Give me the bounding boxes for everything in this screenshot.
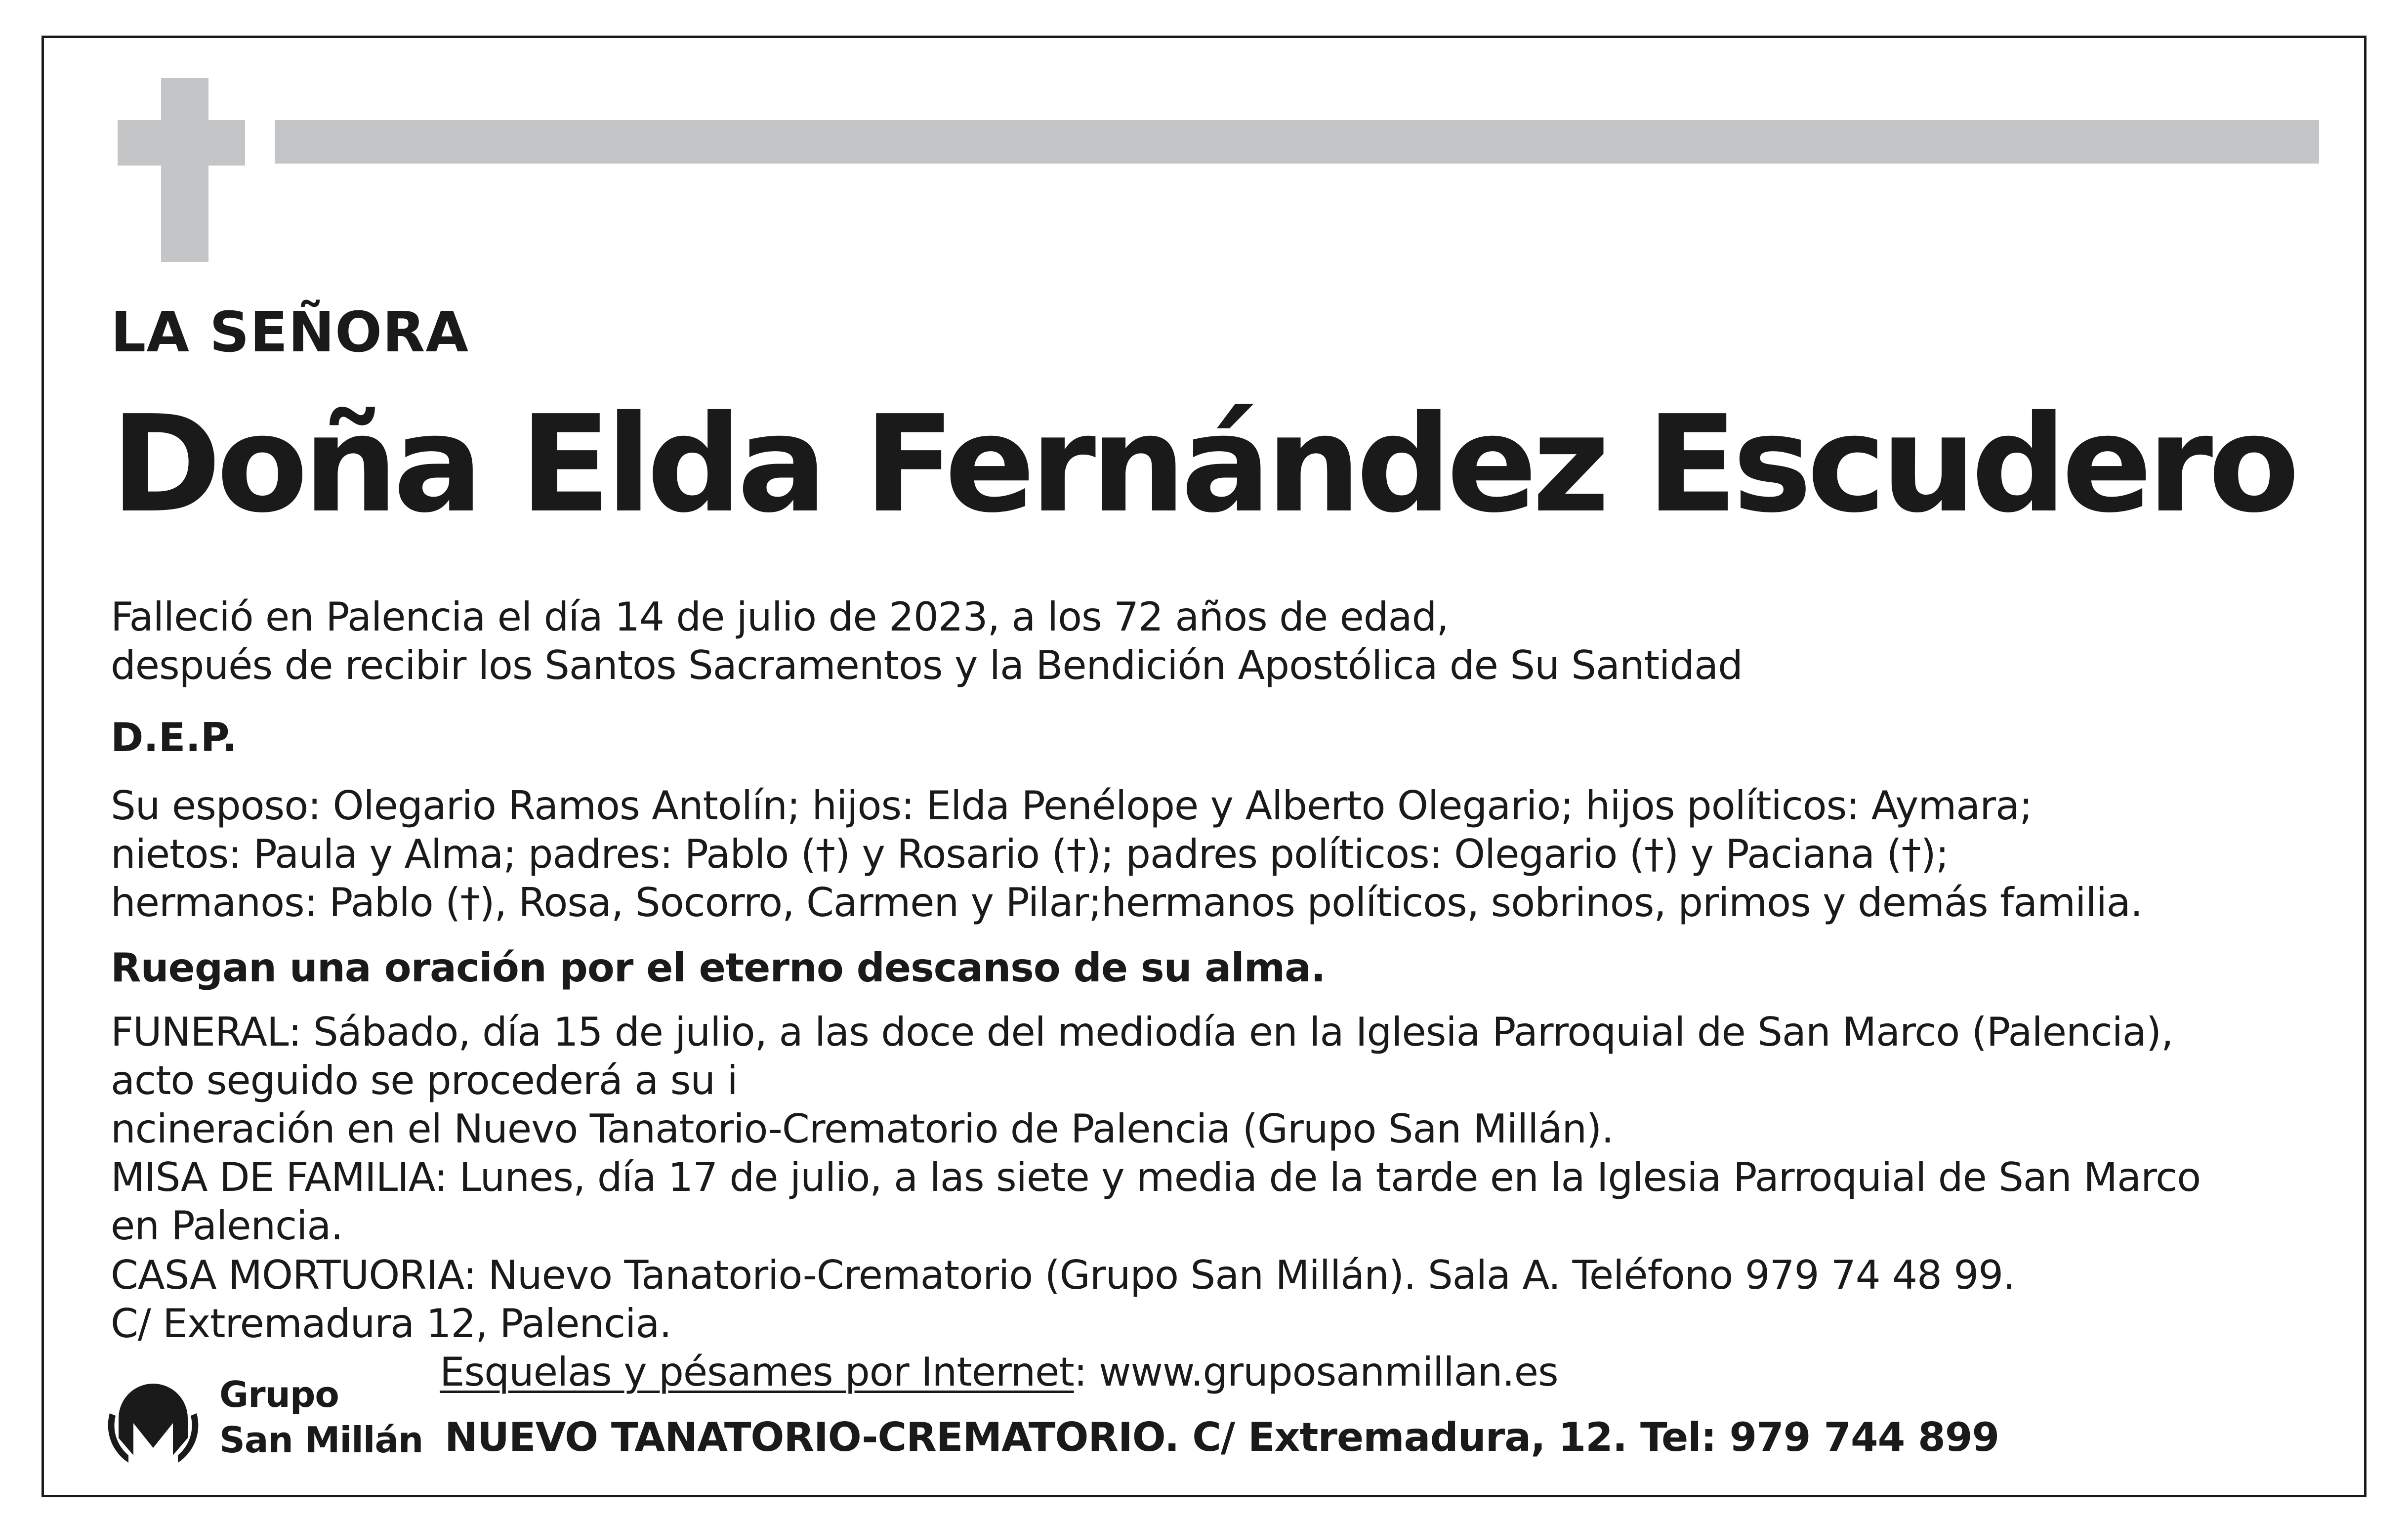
family-mass-line-2: en Palencia. [111,1203,343,1249]
cross-icon-vertical [161,78,208,262]
logo-text [219,1372,423,1463]
death-notice-line-1: Falleció en Palencia el día 14 de julio de 2023, a los 72 años de edad, [111,594,1449,640]
cross-icon-horizontal [118,120,245,166]
funeral-line-2: acto seguido se procederá a su i [111,1057,738,1103]
internet-condolences [440,1348,1558,1396]
family-line-1: Su esposo: Olegario Ramos Antolín; hijos: Elda Penélope y Alberto Olegario; hijos políticos: Aymara; [111,783,2033,829]
footer-address: NUEVO TANATORIO-CREMATORIO. C/ Extremadura, 12. Tel: 979 744 899 [445,1414,1999,1460]
logo-text-line-1: Grupo [219,1374,339,1415]
internet-condolences-link[interactable]: Esquelas y pésames por Internet [440,1349,1074,1395]
family-line-3: hermanos: Pablo (†), Rosa, Socorro, Carmen y Pilar;hermanos políticos, sobrinos, primos y demás familia. [111,880,2143,926]
header-bar [275,120,2319,164]
family-line-2: nietos: Paula y Alma; padres: Pablo (†) y Rosario (†); padres políticos: Olegario (†) y Paciana (†); [111,831,1949,877]
funeral-home-line-1: CASA MORTUORIA: Nuevo Tanatorio-Crematorio (Grupo San Millán). Sala A. Teléfono 979 74 48 99. [111,1252,2015,1298]
grupo-san-millan-logo-icon [99,1364,208,1473]
death-notice-line-2: después de recibir los Santos Sacramentos y la Bendición Apostólica de Su Santidad [111,642,1743,688]
funeral-line-3: ncineración en el Nuevo Tanatorio-Crematorio de Palencia (Grupo San Millán). [111,1106,1614,1152]
funeral-line-1: FUNERAL: Sábado, día 15 de julio, a las doce del mediodía en la Iglesia Parroquial de San Marco (Palencia), [111,1009,2173,1055]
dep-label: D.E.P. [111,715,238,760]
funeral-home-line-2: C/ Extremadura 12, Palencia. [111,1301,671,1347]
website-url[interactable]: www.gruposanmillan.es [1099,1349,1558,1395]
deceased-name: Doña Elda Fernández Escudero [111,386,2295,542]
family-mass-line-1: MISA DE FAMILIA: Lunes, día 17 de julio, a las siete y media de la tarde en la Iglesia Parroquial de San Marco [111,1154,2201,1200]
logo-text-line-2: San Millán [219,1419,423,1461]
prayer-request: Ruegan una oración por el eterno descanso de su alma. [111,945,1326,991]
title-prefix: LA SEÑORA [111,300,469,365]
internet-separator: : [1074,1349,1099,1395]
